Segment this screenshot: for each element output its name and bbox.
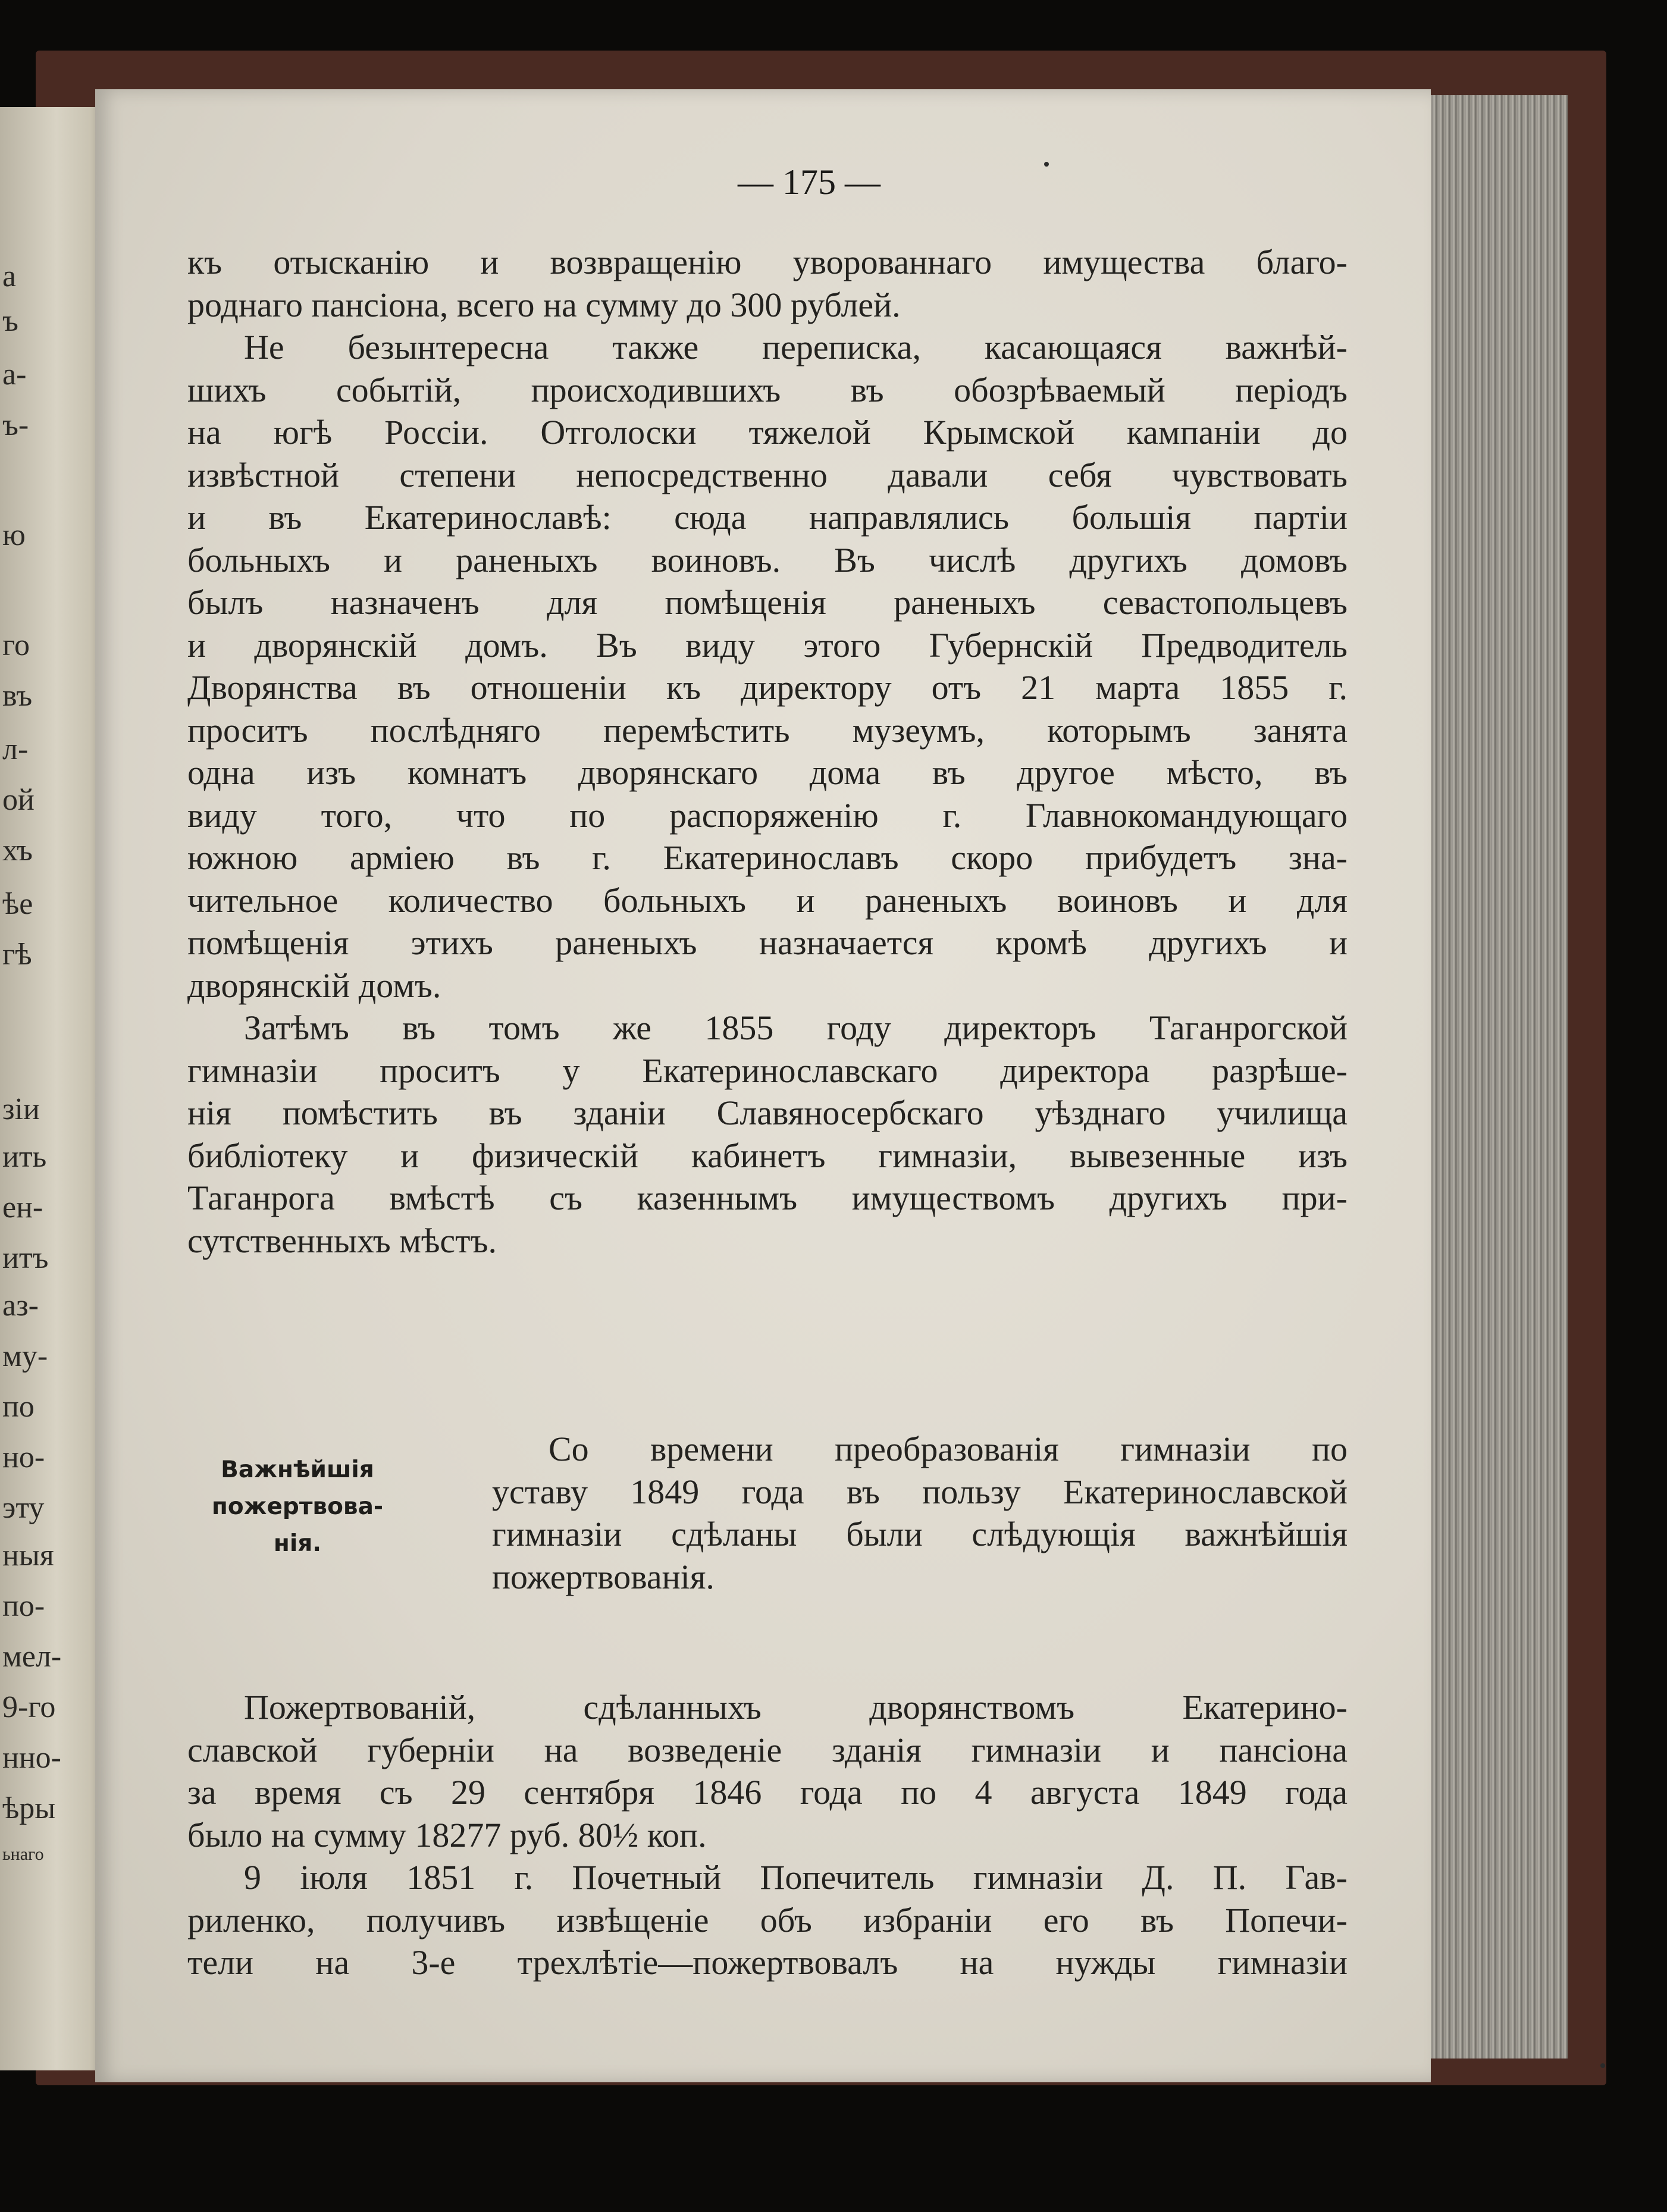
text-line: было на сумму 18277 руб. 80½ коп. [187, 1815, 707, 1854]
left-page-fragment: а- [2, 358, 27, 391]
book-page [95, 89, 1431, 2082]
text-line: и дворянскій домъ. Въ виду этого Губернскій Предводитель [187, 625, 1348, 665]
text-line: славской губерніи на возведеніе зданія гимназіи и пансіона [187, 1730, 1348, 1769]
page-fore-edge [1419, 95, 1568, 2059]
left-page-fragment: но- [2, 1440, 45, 1474]
left-page-fragment: ѣры [2, 1791, 56, 1825]
left-page-fragment: аз- [2, 1289, 39, 1323]
text-line: проситъ послѣдняго перемѣстить музеумъ, которымъ занята [187, 710, 1348, 750]
text-line: Пожертвованій, сдѣланныхъ дворянствомъ Екатерино- [244, 1688, 1348, 1727]
text-line: Дворянства въ отношеніи къ директору отъ 21 марта 1855 г. [187, 668, 1348, 707]
text-line: и въ Екатеринославѣ: сюда направлялись большія партіи [187, 498, 1348, 537]
left-page-fragment: л- [2, 732, 29, 766]
margin-heading-line: нія. [273, 1530, 322, 1557]
margin-heading [187, 1452, 408, 1562]
left-page-fragment: эту [2, 1491, 45, 1525]
text-line: на югѣ Россіи. Отголоски тяжелой Крымской кампаніи до [187, 413, 1348, 452]
text-line: помѣщенія этихъ раненыхъ назначается кромѣ другихъ и [187, 923, 1348, 962]
paper-speck [1044, 162, 1049, 167]
left-page-fragment: ѣе [2, 887, 33, 921]
left-page-fragment: а [2, 259, 17, 293]
left-page-fragment: по- [2, 1589, 45, 1623]
text-line: Затѣмъ въ томъ же 1855 году директоръ Таганрогской [244, 1008, 1348, 1047]
left-page-fragment: хъ [2, 834, 33, 867]
text-line: Таганрога вмѣстѣ съ казеннымъ имуществомъ другихъ при- [187, 1179, 1348, 1217]
text-line: Со времени преобразованія гимназіи по [549, 1430, 1348, 1468]
left-page-fragment: ьнаго [2, 1844, 44, 1864]
text-line: извѣстной степени непосредственно давали себя чувствовать [187, 455, 1348, 494]
text-line: за время съ 29 сентября 1846 года по 4 августа 1849 года [187, 1773, 1348, 1812]
left-page-fragment: мел- [2, 1640, 62, 1674]
text-line: нія помѣстить въ зданіи Славяносербскаго уѣзднаго училища [187, 1094, 1348, 1132]
text-line: тели на 3-е трехлѣтіе—пожертвовалъ на нужды гимназіи [187, 1943, 1348, 1982]
left-page-fragment: по [2, 1390, 35, 1424]
margin-heading-line: пожертвова- [211, 1493, 384, 1520]
text-line: гимназіи сдѣланы были слѣдующія важнѣйшія [492, 1515, 1348, 1553]
left-page-fragment: зіи [2, 1092, 40, 1126]
left-page-fragment: ить [2, 1140, 47, 1174]
left-page-fragment: ю [2, 518, 26, 552]
left-page-fragment: ъ- [2, 408, 29, 442]
left-page-fragment: въ [2, 679, 33, 713]
text-line: больныхъ и раненыхъ воиновъ. Въ числѣ другихъ домовъ [187, 540, 1348, 579]
text-line: риленко, получивъ извѣщеніе объ избраніи его въ Попечи- [187, 1900, 1348, 1940]
text-line: дворянскій домъ. [187, 966, 441, 1005]
text-line: роднаго пансіона, всего на сумму до 300 рублей. [187, 285, 901, 324]
left-page-fragment: ныя [2, 1539, 54, 1572]
left-page-fragment: ъ [2, 304, 18, 338]
text-line: южною арміею въ г. Екатеринославъ скоро прибудетъ зна- [187, 838, 1348, 877]
body-text [187, 241, 1348, 1262]
text-line: гимназіи проситъ у Екатеринославскаго директора разрѣше- [187, 1051, 1348, 1090]
text-line: чительное количество больныхъ и раненыхъ воиновъ и для [187, 881, 1348, 920]
left-page-fragment: нно- [2, 1741, 61, 1775]
left-page-fragment: му- [2, 1339, 48, 1373]
text-line: библіотеку и физическій кабинетъ гимназіи, вывезенные изъ [187, 1136, 1348, 1175]
body-text-continued [187, 1686, 1348, 1984]
text-line: 9 іюля 1851 г. Почетный Попечитель гимназіи Д. П. Гав- [244, 1858, 1348, 1897]
left-page-fragment: ой [2, 783, 35, 817]
text-line: шихъ событій, происходившихъ въ обозрѣваемый періодъ [187, 370, 1348, 409]
left-page-fragment: го [2, 628, 30, 662]
text-line: уставу 1849 года въ пользу Екатеринославской [492, 1472, 1348, 1511]
margin-heading-line: Важнѣйшія [221, 1456, 374, 1483]
paper-speck [1600, 2063, 1605, 2068]
section-paragraph [492, 1428, 1348, 1598]
text-line: виду того, что по распоряженію г. Главнокомандующаго [187, 795, 1348, 835]
left-page-fragment: гѣ [2, 938, 32, 972]
text-line: сутственныхъ мѣстъ. [187, 1221, 497, 1260]
left-page-fragment: итъ [2, 1241, 49, 1275]
left-page-fragment: 9-го [2, 1690, 56, 1724]
page-number: — 175 — [738, 162, 880, 202]
text-line: одна изъ комнатъ дворянскаго дома въ другое мѣсто, въ [187, 753, 1348, 792]
text-line: къ отысканію и возвращенію уворованнаго имущества благо- [187, 243, 1348, 281]
text-line: пожертвованія. [492, 1557, 715, 1596]
text-line: былъ назначенъ для помѣщенія раненыхъ севастопольцевъ [187, 583, 1348, 622]
text-line: Не безынтересна также переписка, касающаяся важнѣй- [244, 328, 1348, 366]
left-page-fragment: ен- [2, 1190, 43, 1224]
